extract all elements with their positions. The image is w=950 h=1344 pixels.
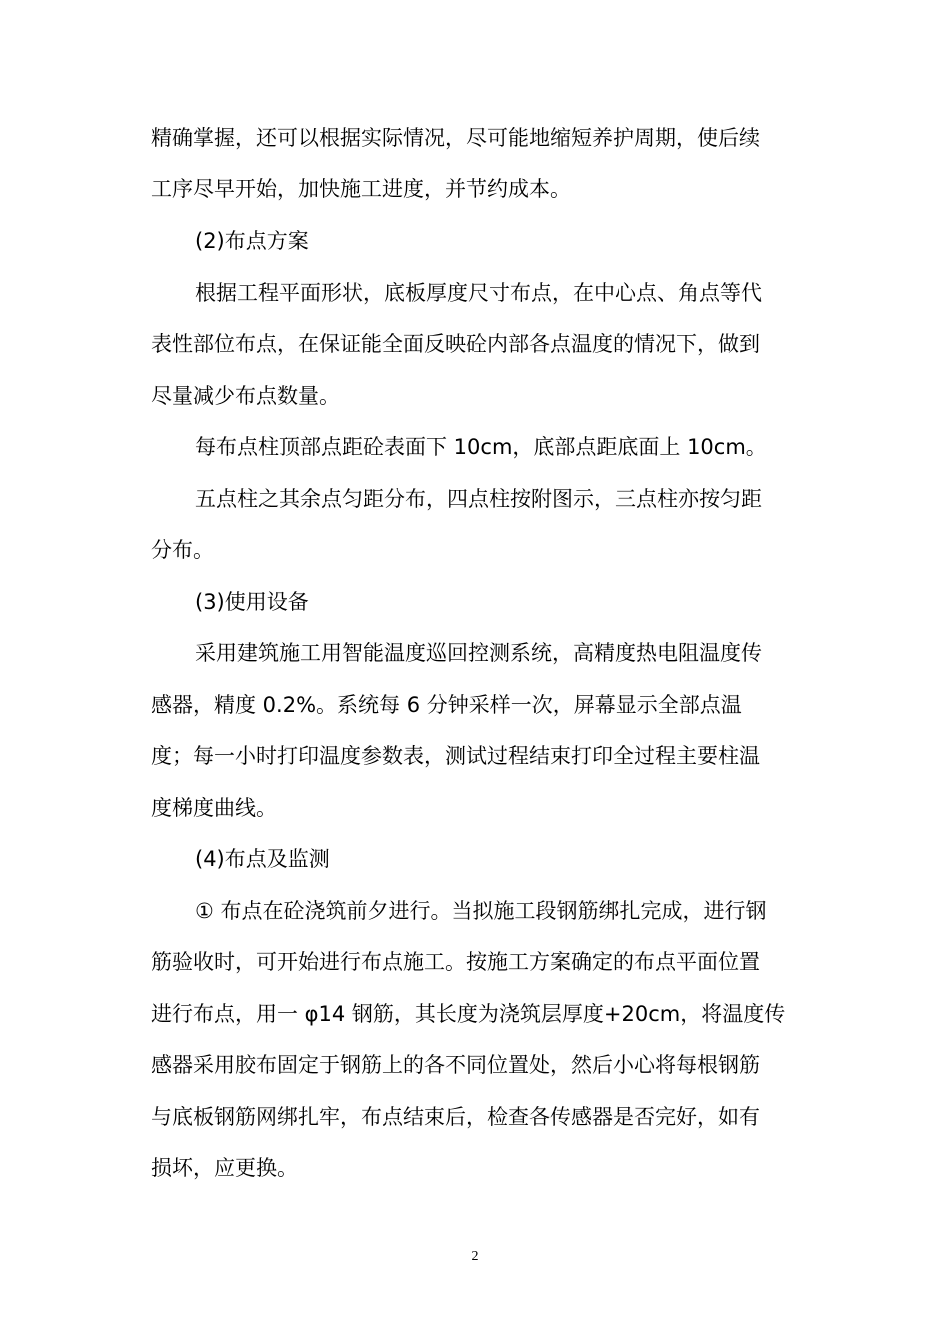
paragraph-line: 与底板钢筋网绑扎牢，布点结束后，检查各传感器是否完好，如有 <box>151 1105 760 1129</box>
paragraph-line: 采用建筑施工用智能温度巡回控测系统，高精度热电阻温度传 <box>195 641 762 665</box>
paragraph-line: 五点柱之其余点匀距分布，四点柱按附图示，三点柱亦按匀距 <box>195 487 762 511</box>
paragraph-line: 度梯度曲线。 <box>151 796 277 820</box>
section-heading: (3)使用设备 <box>195 590 309 614</box>
page-number: 2 <box>471 1249 479 1264</box>
paragraph-line: 进行布点，用一 φ14 钢筋，其长度为浇筑层厚度+20cm，将温度传 <box>151 1002 786 1026</box>
paragraph-line: 感器采用胶布固定于钢筋上的各不同位置处，然后小心将每根钢筋 <box>151 1053 760 1077</box>
paragraph-line: 度；每一小时打印温度参数表，测试过程结束打印全过程主要柱温 <box>151 744 760 768</box>
paragraph-line: 根据工程平面形状，底板厚度尺寸布点，在中心点、角点等代 <box>195 281 762 305</box>
paragraph-line: 精确掌握，还可以根据实际情况，尽可能地缩短养护周期，使后续 <box>151 126 760 150</box>
paragraph-line: 感器，精度 0.2%。系统每 6 分钟采样一次，屏幕显示全部点温 <box>151 693 742 717</box>
paragraph-line: 尽量减少布点数量。 <box>151 384 340 408</box>
paragraph-line: 分布。 <box>151 538 214 562</box>
paragraph-line: 损坏，应更换。 <box>151 1156 298 1180</box>
paragraph-line: 表性部位布点，在保证能全面反映砼内部各点温度的情况下，做到 <box>151 332 760 356</box>
paragraph-line: 每布点柱顶部点距砼表面下 10cm，底部点距底面上 10cm。 <box>195 435 767 459</box>
paragraph-line: ① 布点在砼浇筑前夕进行。当拟施工段钢筋绑扎完成，进行钢 <box>195 899 767 923</box>
section-heading: (2)布点方案 <box>195 229 309 253</box>
paragraph-line: 筋验收时，可开始进行布点施工。按施工方案确定的布点平面位置 <box>151 950 760 974</box>
section-heading: (4)布点及监测 <box>195 847 330 871</box>
paragraph-line: 工序尽早开始，加快施工进度，并节约成本。 <box>151 177 571 201</box>
